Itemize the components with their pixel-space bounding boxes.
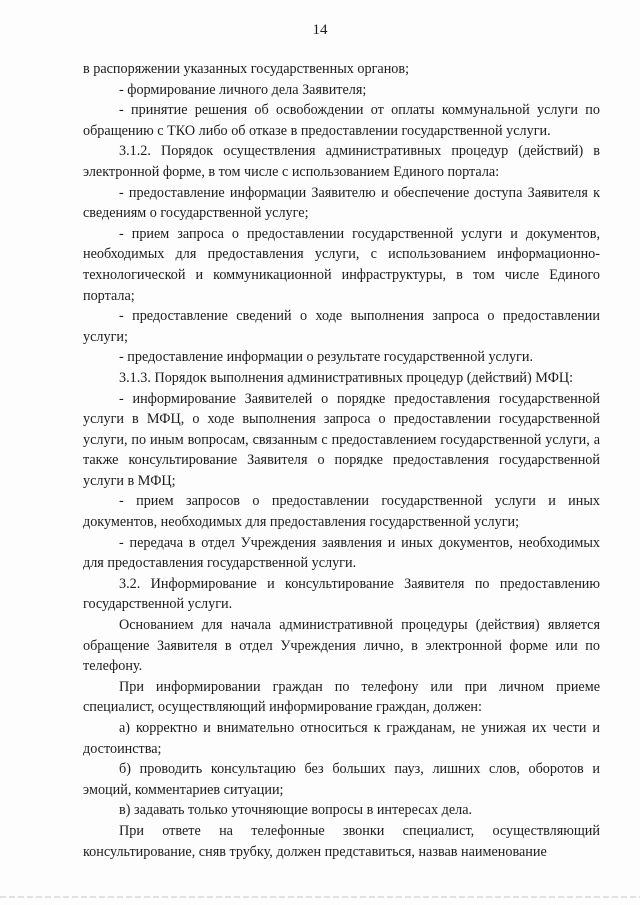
list-item: - формирование личного дела Заявителя; (119, 81, 367, 98)
paragraph: При информировании граждан по телефону или при личном приеме специалист, осуществляющий информирование граждан, должен: (83, 678, 600, 716)
document-body (83, 59, 600, 862)
list-item: - передача в отдел Учреждения заявления и иных документов, необходимых для предоставления государственной услуги. (83, 534, 600, 572)
section-heading: 3.2. Информирование и консультирование Заявителя по предоставлению государственной услуги. (83, 575, 600, 613)
list-item: б) проводить консультацию без больших пауз, лишних слов, оборотов и эмоций, комментариев ситуации; (83, 761, 600, 798)
paragraph: При ответе на телефонные звонки специалист, осуществляющий консультирование, сняв трубку, должен представиться, назвав наименование (83, 822, 600, 860)
list-item: в) задавать только уточняющие вопросы в интересах дела. (119, 802, 473, 819)
scan-edge-divider (0, 896, 640, 898)
section-heading: 3.1.2. Порядок осуществления административных процедур (действий) в электронной форме, в том числе с использованием Единого портала: (83, 143, 600, 180)
list-item: - информирование Заявителей о порядке предоставления государственной услуги в МФЦ, о ходе выполнения запроса о предоставлении государственной услуги, по иным вопросам, связанным с предоставлением государственной услуги, а также консультирование Заявителя о порядке предоставления государственной услуги в МФЦ; (83, 390, 600, 489)
section-heading: 3.1.3. Порядок выполнения административных процедур (действий) МФЦ: (119, 369, 574, 386)
list-item: - принятие решения об освобождении от оплаты коммунальной услуги по обращению с ТКО либо об отказе в предоставлении государственной услуги. (83, 102, 600, 139)
list-item: - предоставление информации Заявителю и обеспечение доступа Заявителя к сведениям о государственной услуге; (83, 184, 600, 222)
list-item: - прием запросов о предоставлении государственной услуги и иных документов, необходимых для предоставления государственной услуги; (83, 493, 600, 531)
paragraph: в распоряжении указанных государственных органов; (83, 61, 410, 77)
list-item: - предоставление сведений о ходе выполнения запроса о предоставлении услуги; (83, 308, 600, 345)
list-item: - прием запроса о предоставлении государственной услуги и документов, необходимых для предоставления услуги, с использованием информационно-технологической и коммуникационной инфраструктуры, в том числе Единого портала; (83, 225, 600, 304)
list-item: - предоставление информации о результате государственной услуги. (119, 349, 533, 366)
page-number: 14 (312, 22, 328, 38)
paragraph: Основанием для начала административной процедуры (действия) является обращение Заявителя в отдел Учреждения лично, в электронной форме или по телефону. (83, 617, 600, 675)
list-item: а) корректно и внимательно относиться к гражданам, не унижая их чести и достоинства; (83, 720, 600, 757)
